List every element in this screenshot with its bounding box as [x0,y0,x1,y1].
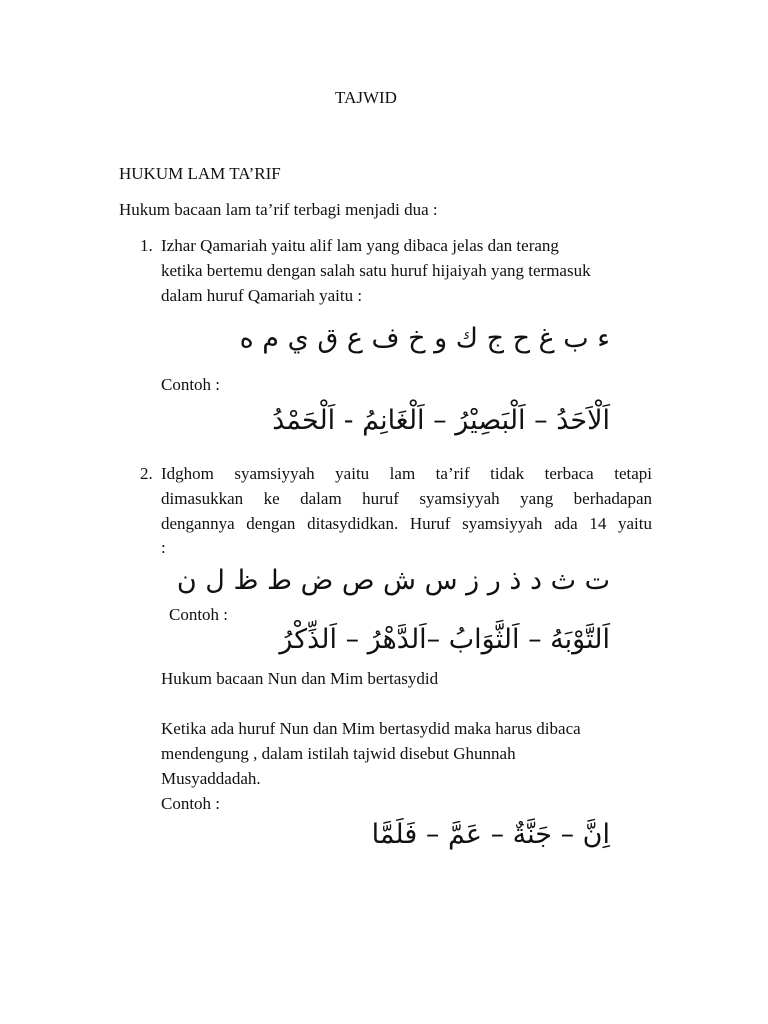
item1-example-arabic: اَلْاَحَدُ – اَلْبَصِيْرُ – اَلْغَانِمُ - اَلْحَمْدُ [272,405,610,436]
item2-example-label: Contoh : [169,605,229,624]
item2-line-1: Idghom syamsiyyah yaitu lam ta’rif tidak terbaca tetapi [161,464,652,483]
nun-mim-example-arabic: اِنَّ – جَنَّةٌ – عَمَّ – فَلَمَّا [371,819,610,850]
item1-number: 1. [140,236,153,255]
qamariah-letters: ء ب غ ح ج ك و خ ف ع ق ي م ه [239,323,610,354]
nun-mim-line-3: Musyaddadah. [161,769,261,788]
page-title: TAJWID [335,88,397,107]
intro-text: Hukum bacaan lam ta’rif terbagi menjadi dua : [119,200,438,219]
item2-line-4: : [161,538,166,557]
section-heading: HUKUM LAM TA’RIF [119,164,281,183]
item2-line-2: dimasukkan ke dalam huruf syamsiyyah yang berhadapan [161,489,652,508]
nun-mim-example-label: Contoh : [161,794,221,813]
nun-mim-heading: Hukum bacaan Nun dan Mim bertasydid [161,669,439,688]
syamsiyyah-letters: ت ث د ذ ر ز س ش ص ض ط ظ ل ن [176,565,610,596]
item2-line-3: dengannya dengan ditasydidkan. Huruf syamsiyyah ada 14 yaitu [161,514,652,533]
item2-example-arabic: اَلتَّوْبَهُ – اَلثَّوَابُ –اَلدَّهْرُ – اَلذِّكْرُ [279,624,610,655]
item1-example-label: Contoh : [161,375,221,394]
item1-line-3: dalam huruf Qamariah yaitu : [161,286,363,305]
item1-line-2: ketika bertemu dengan salah satu huruf hijaiyah yang termasuk [161,261,591,280]
nun-mim-line-1: Ketika ada huruf Nun dan Mim bertasydid maka harus dibaca [161,719,581,738]
item1-line-1: Izhar Qamariah yaitu alif lam yang dibaca jelas dan terang [161,236,559,255]
nun-mim-line-2: mendengung , dalam istilah tajwid disebut Ghunnah [161,744,516,763]
item2-number: 2. [140,464,153,483]
